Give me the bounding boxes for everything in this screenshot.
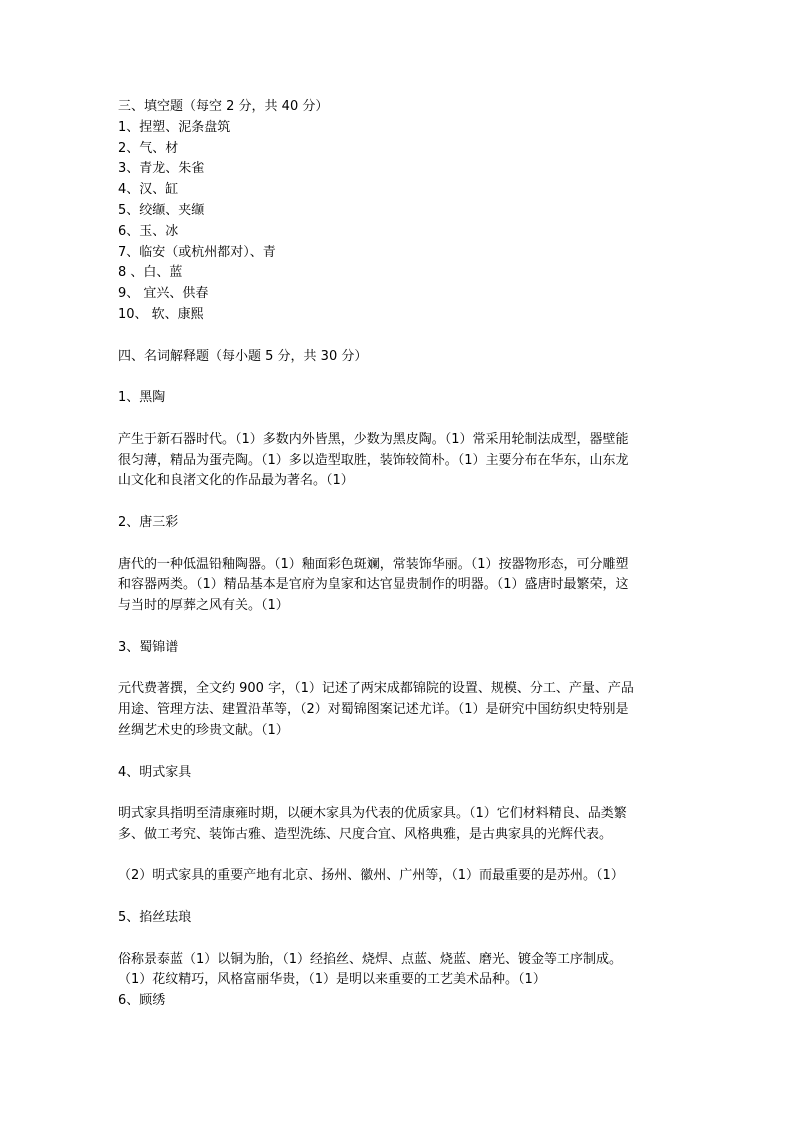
answer-4: 4、汉、缸 [118,182,179,198]
spacer [118,929,678,950]
spacer [118,492,678,513]
term-definition-line: 很匀薄，精品为蛋壳陶。（1）多以造型取胜，装饰较简朴。（1）主要分布在华东，山东龙 [118,452,629,468]
spacer [118,846,678,867]
answer-1: 1、捏塑、泥条盘筑 [118,119,231,135]
term-heading: 1、黑陶 [118,390,166,406]
document-page [118,97,678,1012]
term-definition-line: 丝绸艺术史的珍贵文献。（1） [118,722,289,738]
term-heading: 3、蜀锦谱 [118,639,179,655]
answer-2: 2、气、材 [118,140,179,156]
answer-3: 3、青龙、朱雀 [118,161,205,177]
answer-10: 10、 软、康熙 [118,306,204,322]
answer-9: 9、 宜兴、供春 [118,286,209,302]
answer-7: 7、临安（或杭州都对）、青 [118,244,276,260]
section3-title: 三、填空题（每空 2 分，共 40 分） [118,99,329,114]
answer-5: 5、绞缬、夹缬 [118,202,205,218]
term-definition-line: 和容器两类。（1）精品基本是官府为皇家和达官显贵制作的明器。（1）盛唐时最繁荣，这 [118,577,629,593]
term-heading: 6、顾绣 [118,993,166,1009]
term-definition-line: 唐代的一种低温铅釉陶器。（1）釉面彩色斑斓，常装饰华丽。（1）按器物形态，可分雕塑 [118,556,629,572]
spacer [118,534,678,555]
term-definition-line: 用途、管理方法、建置沿革等，（2）对蜀锦图案记述尤详。（1）是研究中国纺织史特别是 [118,702,629,718]
spacer [118,659,678,680]
term-definition-line: 元代费著撰，全文约 900 字，（1）记述了两宋成都锦院的设置、规模、分工、产量、产品 [118,681,634,697]
spacer [118,367,678,388]
term-heading: 5、掐丝珐琅 [118,910,192,926]
answer-6: 6、玉、冰 [118,223,179,239]
spacer [118,742,678,763]
spacer [118,326,678,347]
answer-8: 8 、白、蓝 [118,265,183,281]
spacer [118,783,678,804]
term-heading: 2、唐三彩 [118,514,179,530]
term-definition-line: （1）花纹精巧，风格富丽华贵，（1）是明以来重要的工艺美术品种。（1） [118,972,546,988]
term-definition-line: 与当时的厚葬之风有关。（1） [118,598,289,614]
term-definition-extra: （2）明式家具的重要产地有北京、扬州、徽州、广州等，（1）而最重要的是苏州。（1） [118,868,624,884]
spacer [118,409,678,430]
spacer [118,887,678,908]
term-definition-line: 产生于新石器时代。（1）多数内外皆黑，少数为黑皮陶。（1）常采用轮制法成型，器壁能 [118,431,629,447]
section4-title: 四、名词解释题（每小题 5 分，共 30 分） [118,348,368,364]
term-definition-line: 俗称景泰蓝（1）以铜为胎，（1）经掐丝、烧焊、点蓝、烧蓝、磨光、镀金等工序制成。 [118,951,623,967]
term-heading: 4、明式家具 [118,764,192,780]
spacer [118,617,678,638]
term-definition-line: 山文化和良渚文化的作品最为著名。（1） [118,473,354,489]
term-definition-line: 多、做工考究、装饰古雅、造型洗练、尺度合宜、风格典雅，是古典家具的光辉代表。 [118,826,613,842]
term-definition-line: 明式家具指明至清康雍时期，以硬木家具为代表的优质家具。（1）它们材料精良、品类繁 [118,806,627,822]
